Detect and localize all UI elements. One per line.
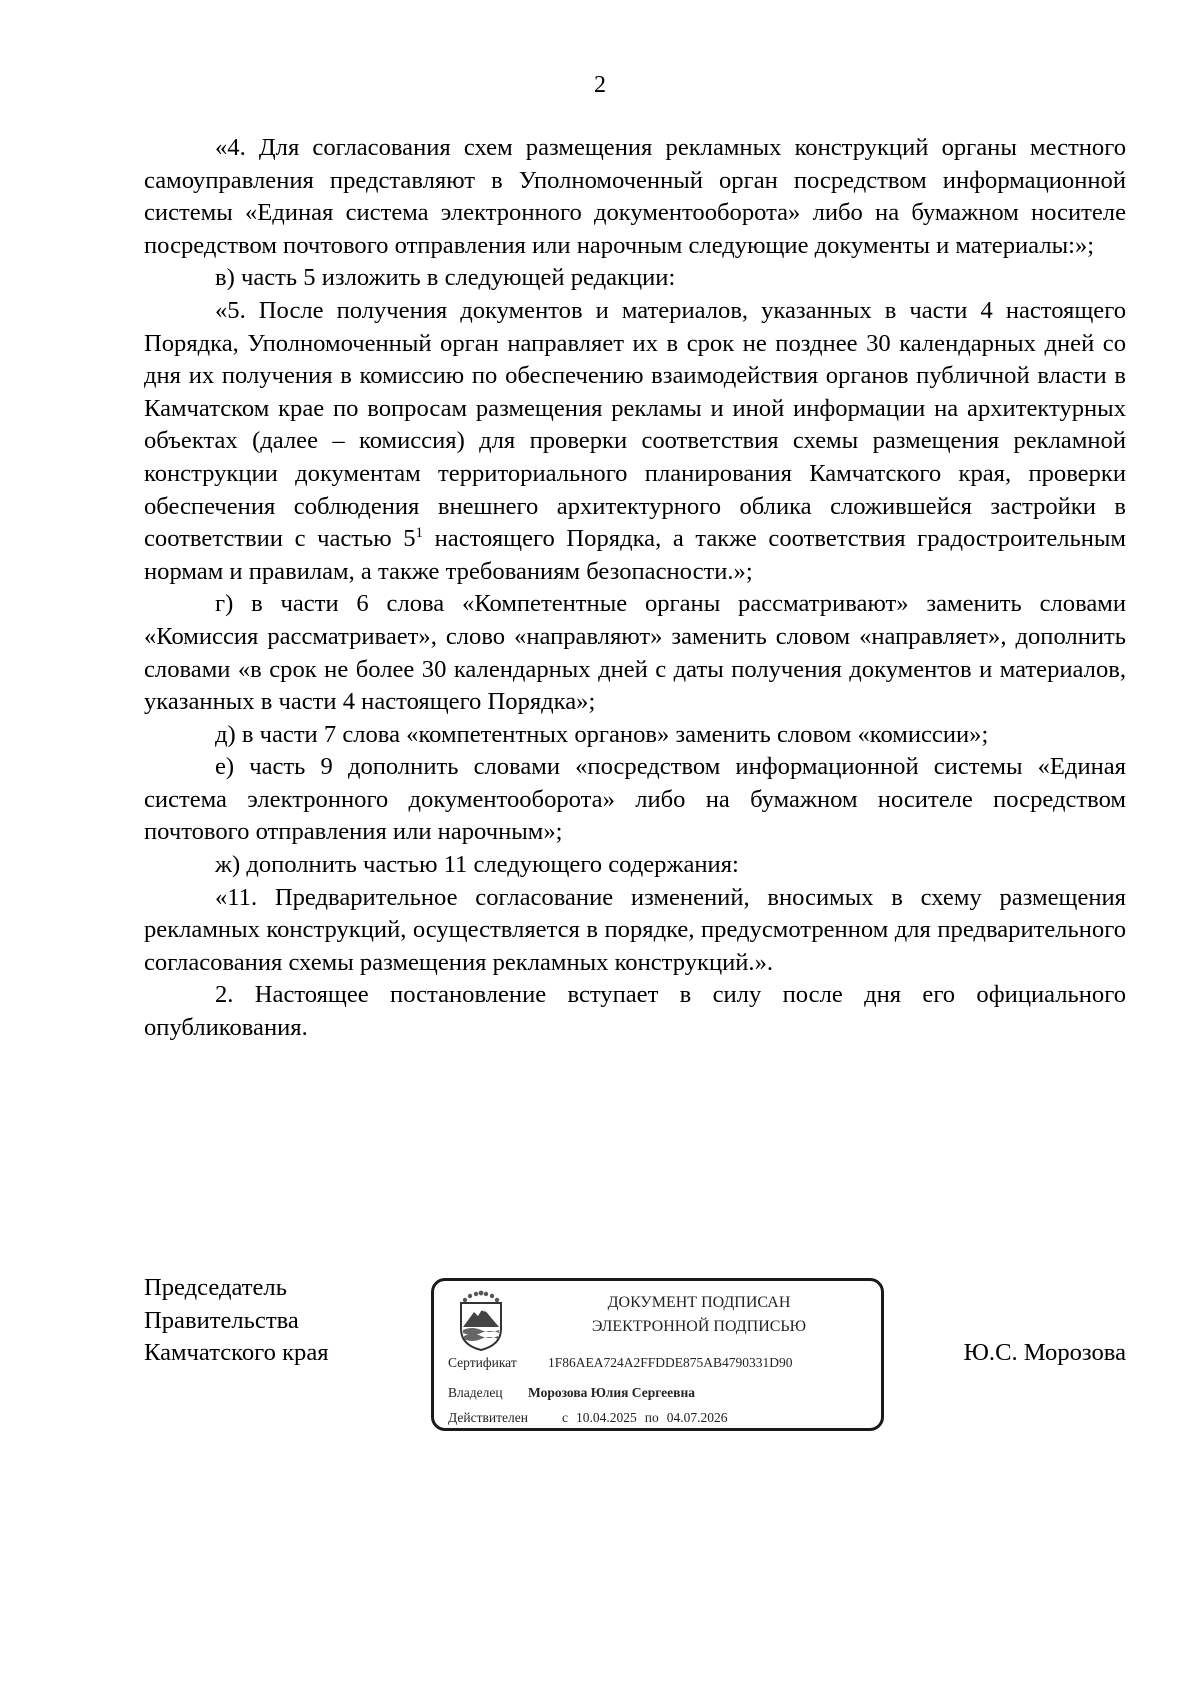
signer-position-line: Председатель [144,1274,287,1301]
stamp-owner-row [448,1385,695,1401]
paragraph-item-4: «4. Для согласования схем размещения рекламных конструкций органы местного самоуправления представляют в Уполномоченный орган посредством информационной системы «Единая система электронного документооборота» либо на бумажном носителе посредством почтового отправления или нарочным следующие документы и материалы:»; [144,134,1126,259]
valid-label: Действителен [448,1410,528,1425]
paragraph-subitem-g: г) в части 6 слова «Компетентные органы рассматривают» заменить словами «Комиссия рассматривает», слово «направляют» заменить словом «направляет», дополнить словами «в срок не более 30 календарных дней с даты получения документов и материалов, указанных в части 4 настоящего Порядка»; [144,590,1126,716]
valid-from-date: 10.04.2025 [576,1410,637,1425]
stamp-title [534,1291,864,1339]
paragraph-item-5-text: «5. После получения документов и материалов, указанных в части 4 настоящего Порядка, Уполномоченный орган направляет их в срок не позднее 30 календарных дней со дня их получения в комиссию по обеспечению взаимодействия органов публичной власти в Камчатском крае по вопросам размещения рекламы и иной информации на архитектурных объектах (далее – комиссия) для проверки соответствия схемы размещения рекламной конструкции документам территориального планирования Камчатского края, проверки обеспечения соблюдения внешнего архитектурного облика сложившейся застройки в соответствии с частью 5 [144,296,1126,553]
paragraph-subitem-zh: ж) дополнить частью 11 следующего содержания: [215,851,739,879]
stamp-certificate-row [448,1355,793,1371]
stamp-title-line: ДОКУМЕНТ ПОДПИСАН [607,1294,791,1311]
paragraph-item-11: «11. Предварительное согласование изменений, вносимых в схему размещения рекламных конструкций, осуществляется в порядке, предусмотренном для предварительного согласования схемы размещения рекламных конструкций.». [144,883,1126,976]
valid-to-prefix: по [644,1410,659,1425]
kamchatka-coat-of-arms-icon [452,1289,510,1351]
electronic-signature-stamp [431,1278,884,1431]
certificate-label: Сертификат [448,1355,517,1370]
valid-from-prefix: с [562,1410,568,1425]
paragraph-subitem-d: д) в части 7 слова «компетентных органов» заменить словом «комиссии»; [215,720,989,748]
valid-to-date: 04.07.2026 [666,1410,728,1425]
paragraph-item-5-tail: настоящего Порядка, а также соответствия градостроительным нормам и правилам, а также требованиям безопасности.»; [144,525,1126,585]
paragraph-item-5 [144,295,1126,588]
superscript-index: 1 [415,525,424,542]
stamp-title-line: ЭЛЕКТРОННОЙ ПОДПИСЬЮ [591,1318,807,1335]
signer-name: Ю.С. Морозова [963,1339,1126,1366]
signer-position [144,1272,329,1370]
paragraph-item-2: 2. Настоящее постановление вступает в силу после дня его официального опубликования. [144,981,1126,1042]
owner-value: Морозова Юлия Сергеевна [528,1385,695,1400]
document-body [144,132,1126,1045]
page-number: 2 [594,72,606,98]
signer-position-line: Камчатского края [144,1339,329,1367]
owner-label: Владелец [448,1385,503,1400]
paragraph-subitem-v: в) часть 5 изложить в следующей редакции: [215,264,676,292]
stamp-validity-row [448,1410,727,1426]
paragraph-subitem-e: е) часть 9 дополнить словами «посредством информационной системы «Единая система электронного документооборота» либо на бумажном носителе посредством почтового отправления или нарочным»; [144,753,1126,846]
signer-position-line: Правительства [144,1306,299,1334]
certificate-value: 1F86AEA724A2FFDDE875AB4790331D90 [548,1355,793,1370]
